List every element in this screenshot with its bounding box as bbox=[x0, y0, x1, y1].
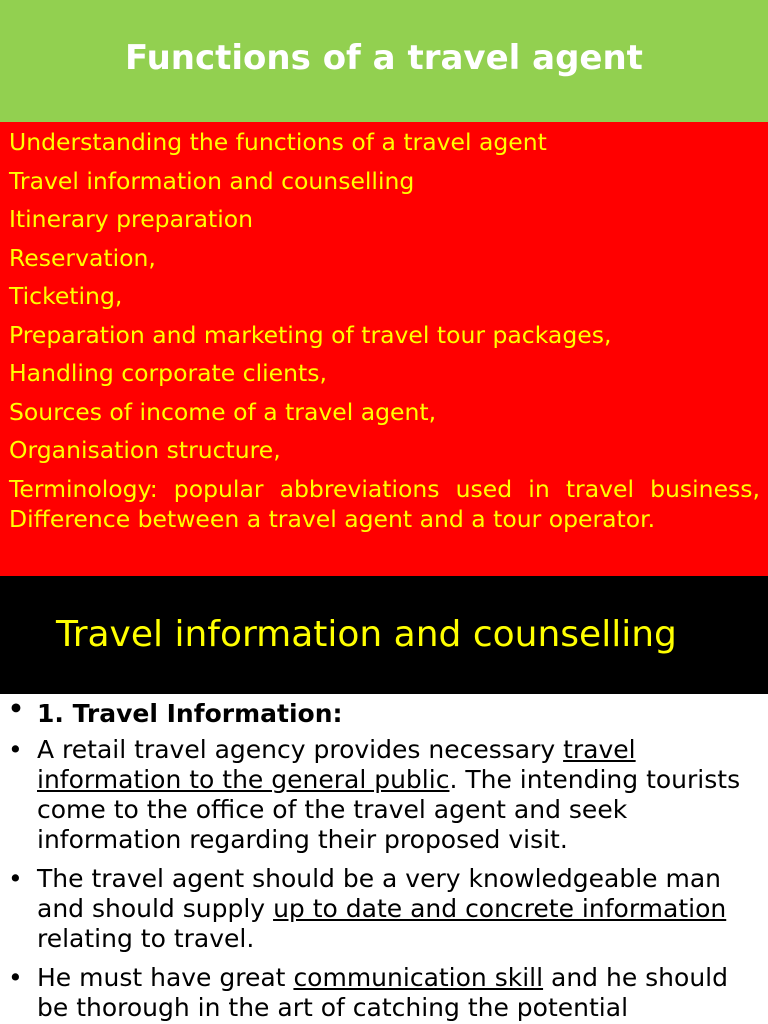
underlined-phrase: up to date and concrete information bbox=[273, 894, 727, 923]
bullet-text: relating to travel. bbox=[37, 924, 255, 953]
bullet-text: The travel agent should be a very knowledgeable man and should supply bbox=[37, 864, 721, 923]
topic-list bbox=[0, 122, 768, 534]
underlined-phrase: communication skill bbox=[293, 963, 544, 992]
bullet-text: He must have great bbox=[37, 963, 294, 992]
topic-item: Organisation structure, bbox=[9, 436, 281, 464]
bullet-list bbox=[0, 694, 768, 1023]
slide1-title: Functions of a travel agent bbox=[125, 38, 643, 78]
bullet-item bbox=[0, 963, 768, 1023]
bullet-text: A retail travel agency provides necessary bbox=[37, 735, 564, 764]
topic-item: Travel information and counselling bbox=[9, 166, 415, 195]
topic-item: Handling corporate clients, bbox=[9, 359, 327, 387]
bullet-text: and he should be thorough in the art of catching the potential bbox=[37, 963, 728, 1022]
slide1-body bbox=[0, 122, 768, 576]
bullet-item bbox=[0, 735, 768, 855]
bullet-heading: 1. Travel Information: bbox=[37, 699, 343, 728]
slide2-body bbox=[0, 694, 768, 1024]
topic-item: Reservation, bbox=[9, 243, 156, 272]
topic-item: Ticketing, bbox=[9, 282, 123, 310]
underlined-phrase: travel information to the general public bbox=[37, 735, 636, 794]
slide2-title: Travel information and counselling bbox=[56, 614, 677, 655]
topic-item: Preparation and marketing of travel tour packages, bbox=[9, 320, 612, 349]
topic-item: Terminology: popular abbreviations used in travel business, Difference between a travel agent and a tour operator. bbox=[9, 474, 760, 533]
bullet-item bbox=[0, 864, 768, 954]
bullet-item bbox=[0, 694, 768, 729]
slide1-header bbox=[0, 0, 768, 122]
topic-item: Sources of income of a travel agent, bbox=[9, 397, 437, 426]
topic-item: Understanding the functions of a travel agent bbox=[9, 128, 547, 156]
bullet-text: . The intending tourists come to the office of the travel agent and seek information regarding their proposed visit. bbox=[37, 765, 741, 854]
topic-item: Itinerary preparation bbox=[9, 205, 254, 233]
